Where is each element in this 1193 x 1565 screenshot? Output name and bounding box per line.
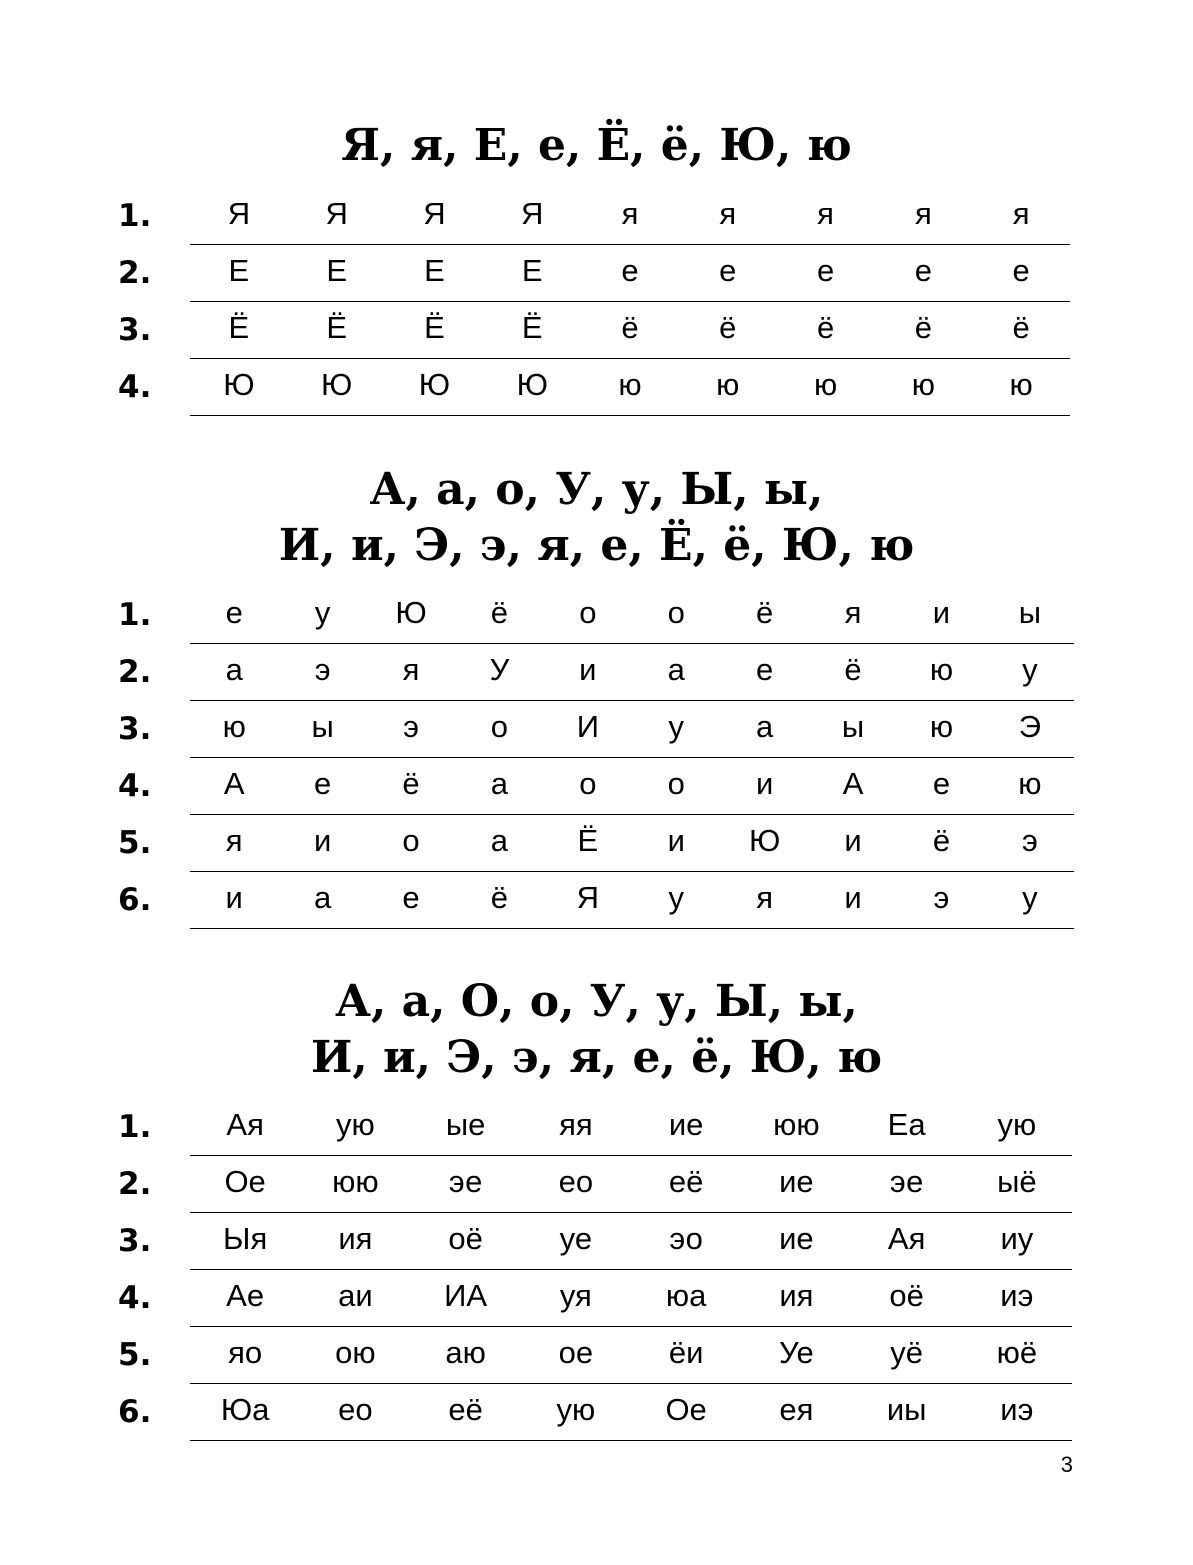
table-cell: аи	[338, 1278, 373, 1313]
table-cell: ю	[929, 652, 954, 687]
table-cell: ю	[929, 709, 954, 744]
section-2-title-line-2: И, и, Э, э, я, е, Ё, ё, Ю, ю	[278, 520, 915, 571]
table-cell: е	[402, 880, 420, 915]
table-cell: и	[225, 880, 243, 915]
row-number: 2.	[118, 255, 152, 291]
table-cell: Я	[521, 196, 544, 231]
section-1-title-line-1: Я, я, Е, е, Ё, ё, Ю, ю	[341, 120, 852, 171]
row-number: 3.	[118, 711, 152, 747]
table-cell: о	[667, 595, 685, 630]
table-cell: Е	[326, 253, 348, 288]
section-1-title	[0, 118, 1193, 174]
table-cell: Ое	[224, 1164, 266, 1199]
table-cell: ИА	[444, 1278, 488, 1313]
table-cell: Уе	[778, 1335, 814, 1370]
section-3-title-line-2: И, и, Э, э, я, е, ё, Ю, ю	[310, 1032, 883, 1083]
table-cell: и	[579, 652, 597, 687]
row-number: 2.	[118, 654, 152, 690]
table-cell: ё	[490, 595, 509, 630]
table-cell: юю	[773, 1107, 820, 1142]
table-cell: ое	[558, 1335, 594, 1370]
table-cell: яо	[228, 1335, 263, 1370]
table-cell: юё	[996, 1335, 1038, 1370]
table-cell: у	[1022, 652, 1038, 687]
table-cell: ие	[779, 1221, 814, 1256]
table-cell: Ё	[228, 310, 250, 345]
table-cell: ё	[914, 310, 932, 345]
table-cell: ё	[402, 766, 420, 801]
row-number: 4.	[118, 1280, 152, 1316]
table-cell: Е	[424, 253, 445, 288]
table-cell: а	[225, 652, 243, 687]
table-cell: уё	[890, 1335, 923, 1370]
table-cell: ю	[813, 367, 838, 402]
table-cell: юа	[665, 1278, 707, 1313]
row-number: 5.	[118, 825, 152, 861]
table-cell: Ае	[226, 1278, 265, 1313]
table-cell: ю	[911, 367, 935, 402]
table-cell: э	[1021, 823, 1038, 858]
table-cell: ю	[618, 367, 642, 402]
table-cell: ё	[719, 310, 737, 345]
table-cell: у	[668, 709, 684, 744]
table-cell: ую	[556, 1392, 596, 1427]
table-cell: Я	[423, 196, 446, 231]
table-cell: Юа	[220, 1392, 270, 1427]
table-cell: Ё	[521, 310, 543, 345]
table-cell: Ое	[665, 1392, 707, 1427]
table-cell: ео	[338, 1392, 373, 1427]
table-cell: я	[1012, 196, 1030, 231]
table-cell: я	[914, 196, 932, 231]
table-cell: эе	[448, 1164, 483, 1199]
table-cell: Ё	[424, 310, 445, 345]
table-cell: е	[914, 253, 932, 288]
section-3-title-line-1: А, а, О, о, У, у, Ы, ы,	[335, 976, 858, 1027]
table-cell: иу	[1000, 1221, 1034, 1256]
table-cell: ы	[1018, 595, 1041, 630]
table-cell: юю	[332, 1164, 379, 1199]
table-cell: а	[313, 880, 332, 915]
table-cell: ё	[844, 652, 862, 687]
table-cell: Ая	[887, 1221, 926, 1256]
table-cell: е	[816, 253, 835, 288]
table-cell: И	[576, 709, 599, 744]
table-cell: эо	[669, 1221, 703, 1256]
table-cell: Еа	[887, 1107, 926, 1142]
table-cell: е	[932, 766, 951, 801]
table-cell: и	[932, 595, 951, 630]
table-cell: е	[313, 766, 332, 801]
table-cell: Ая	[226, 1107, 264, 1142]
table-cell: ую	[997, 1107, 1037, 1142]
table-cell: ия	[338, 1221, 373, 1256]
page-number: 3	[1060, 1452, 1073, 1477]
table-cell: Ю	[418, 367, 451, 402]
section-2-title-line-1: А, а, о, У, у, Ы, ы,	[369, 464, 824, 515]
table-cell: я	[756, 880, 774, 915]
row-number: 5.	[118, 1337, 152, 1373]
table-cell: ие	[779, 1164, 814, 1199]
row-number: 3.	[118, 312, 152, 348]
table-cell: и	[667, 823, 685, 858]
row-number: 3.	[118, 1223, 152, 1259]
table-cell: е	[719, 253, 737, 288]
table-cell: Е	[521, 253, 543, 288]
table-cell: у	[1022, 880, 1038, 915]
table-cell: А	[223, 766, 245, 801]
table-cell: Э	[1018, 709, 1041, 744]
table-cell: я	[402, 652, 420, 687]
row-number: 2.	[118, 1166, 152, 1202]
table-cell: и	[844, 823, 862, 858]
table-cell: ою	[335, 1335, 376, 1370]
table-cell: оё	[889, 1278, 924, 1313]
row-number: 6.	[118, 882, 152, 918]
table-cell: ео	[558, 1164, 594, 1199]
table-cell: о	[667, 766, 685, 801]
table-cell: уе	[559, 1221, 593, 1256]
table-cell: и	[844, 880, 862, 915]
table-cell: иэ	[1000, 1278, 1034, 1313]
section-2-title	[0, 462, 1193, 574]
table-cell: её	[448, 1392, 483, 1427]
table-cell: ю	[222, 709, 246, 744]
table-cell: Ё	[326, 310, 348, 345]
table-cell: э	[314, 652, 331, 687]
table-cell: иэ	[1000, 1392, 1034, 1427]
table-cell: её	[668, 1164, 704, 1199]
table-cell: а	[667, 652, 685, 687]
table-cell: аю	[445, 1335, 486, 1370]
table-cell: ё	[816, 310, 835, 345]
table-cell: А	[842, 766, 864, 801]
section-3-title	[0, 974, 1193, 1086]
table-cell: иы	[886, 1392, 927, 1427]
table-cell: Я	[227, 196, 251, 231]
table-cell: эе	[889, 1164, 924, 1199]
table-cell: а	[756, 709, 774, 744]
table-cell: ёи	[668, 1335, 704, 1370]
table-cell: у	[314, 595, 331, 630]
table-cell: я	[844, 595, 862, 630]
table-cell: ю	[1009, 367, 1033, 402]
table-cell: оё	[448, 1221, 483, 1256]
row-number: 4.	[118, 768, 152, 804]
table-cell: Ю	[516, 367, 548, 402]
table-cell: Ыя	[223, 1221, 268, 1256]
table-cell: Ю	[748, 823, 781, 858]
table-cell: э	[933, 880, 950, 915]
table-cell: я	[621, 196, 639, 231]
table-cell: а	[490, 766, 509, 801]
row-number: 6.	[118, 1394, 152, 1430]
table-cell: о	[490, 709, 509, 744]
table-cell: о	[579, 766, 597, 801]
table-cell: е	[756, 652, 774, 687]
table-cell: Ё	[577, 823, 599, 858]
table-cell: ё	[756, 595, 774, 630]
row-number: 1.	[118, 1109, 152, 1145]
table-cell: о	[402, 823, 420, 858]
row-number: 4.	[118, 369, 152, 405]
table-cell: е	[621, 253, 639, 288]
table-cell: ё	[621, 310, 639, 345]
table-cell: ы	[841, 709, 865, 744]
table-cell: е	[225, 595, 243, 630]
table-cell: и	[313, 823, 332, 858]
table-cell: уя	[559, 1278, 592, 1313]
table-cell: я	[817, 196, 834, 231]
table-cell: У	[489, 652, 510, 687]
row-number: 1.	[118, 198, 152, 234]
table-cell: ия	[779, 1278, 814, 1313]
table-cell: ую	[336, 1107, 375, 1142]
table-cell: ы	[311, 709, 334, 744]
table-cell: Ю	[223, 367, 255, 402]
table-cell: ё	[932, 823, 951, 858]
table-cell: ые	[445, 1107, 486, 1142]
table-cell: а	[490, 823, 509, 858]
table-cell: ю	[1018, 766, 1042, 801]
table-cell: и	[755, 766, 774, 801]
table-cell: о	[579, 595, 597, 630]
table-cell: э	[403, 709, 419, 744]
table-cell: ыё	[997, 1164, 1037, 1199]
table-cell: Я	[325, 196, 348, 231]
table-cell: у	[668, 880, 684, 915]
row-number: 1.	[118, 597, 152, 633]
table-cell: Ю	[395, 595, 427, 630]
table-cell: ю	[716, 367, 740, 402]
table-cell: Я	[576, 880, 600, 915]
table-cell: ё	[1012, 310, 1030, 345]
table-cell: ея	[779, 1392, 814, 1427]
table-cell: е	[1012, 253, 1030, 288]
table-cell: ие	[668, 1107, 704, 1142]
table-cell: яя	[559, 1107, 593, 1142]
table-cell: ё	[490, 880, 509, 915]
table-cell: Ю	[321, 367, 353, 402]
table-cell: я	[225, 823, 243, 858]
table-cell: я	[719, 196, 737, 231]
table-cell: Е	[228, 253, 250, 288]
